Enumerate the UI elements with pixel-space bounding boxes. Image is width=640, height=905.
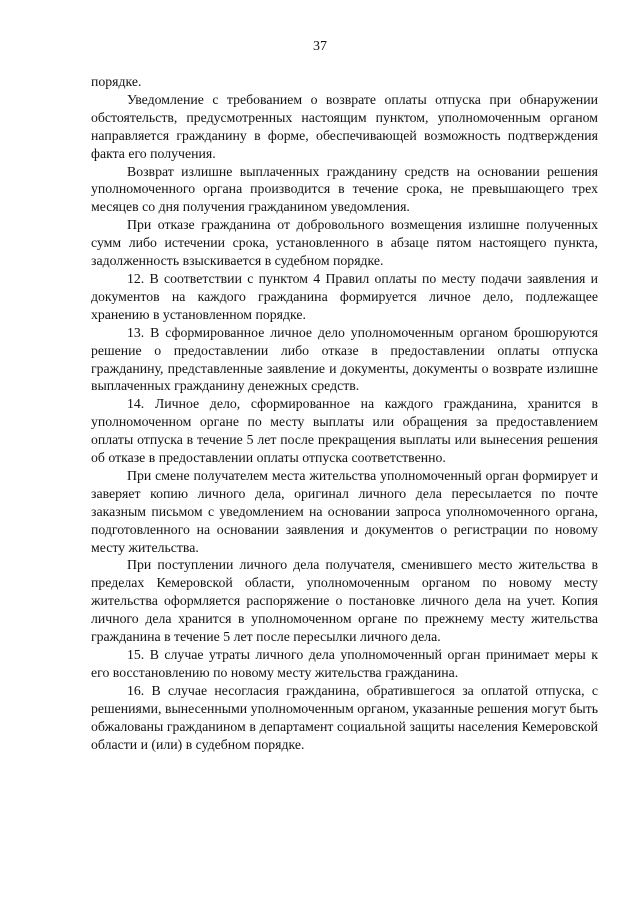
document-body bbox=[91, 73, 598, 753]
paragraph-item-16: 16. В случае несогласия гражданина, обратившегося за оплатой отпуска, с решениями, вынесенными уполномоченным органом, указанные решения могут быть обжалованы гражданином в департамент социальной защиты населения Кемеровской области и (или) в судебном порядке. bbox=[91, 682, 598, 752]
page-number: 37 bbox=[313, 39, 327, 54]
paragraph-return-notice: Уведомление с требованием о возврате оплаты отпуска при обнаружении обстоятельств, предусмотренных настоящим пунктом, уполномоченным органом направляется гражданину в форме, обеспечивающей возможность подтверждения факта его получения. bbox=[91, 91, 598, 161]
paragraph-item-13: 13. В сформированное личное дело уполномоченным органом брошюруются решение о предоставлении либо отказе в предоставлении оплаты отпуска гражданину, представленные заявление и документы, документы о возврате излишне выплаченных гражданину денежных средств. bbox=[91, 324, 598, 394]
paragraph-file-receipt: При поступлении личного дела получателя, сменившего место жительства в пределах Кемеровской области, уполномоченным органом по новому месту жительства оформляется распоряжение о постановке личного дела на учет. Копия личного дела хранится в уполномоченном органе по прежнему месту жительства гражданина в течение 5 лет после пересылки личного дела. bbox=[91, 557, 598, 645]
paragraph-continuation: порядке. bbox=[91, 74, 142, 89]
paragraph-refund-term: Возврат излишне выплаченных гражданину средств на основании решения уполномоченного органа производится в течение срока, не превышающего трех месяцев со дня получения гражданином уведомления. bbox=[91, 163, 598, 215]
paragraph-item-14: 14. Личное дело, сформированное на каждого гражданина, хранится в уполномоченном органе по месту выплаты или обращения за предоставлением оплаты отпуска в течение 5 лет после прекращения выплаты или вынесения решения об отказе в предоставлении оплаты отпуска соответственно. bbox=[91, 396, 598, 466]
paragraph-residence-change: При смене получателем места жительства уполномоченный орган формирует и заверяет копию личного дела, оригинал личного дела пересылается по почте заказным письмом с уведомлением на основании запроса уполномоченного органа, подготовленного на основании заявления и документов о регистрации по новому месту жительства. bbox=[91, 467, 598, 555]
paragraph-court-recovery: При отказе гражданина от добровольного возмещения излишне полученных сумм либо истечении срока, установленного в абзаце пятом настоящего пункта, задолженность взыскивается в судебном порядке. bbox=[91, 217, 598, 269]
paragraph-item-15: 15. В случае утраты личного дела уполномоченный орган принимает меры к его восстановлению по новому месту жительства гражданина. bbox=[91, 647, 598, 680]
paragraph-item-12: 12. В соответствии с пунктом 4 Правил оплаты по месту подачи заявления и документов на каждого гражданина формируется личное дело, подлежащее хранению в установленном порядке. bbox=[91, 270, 598, 322]
